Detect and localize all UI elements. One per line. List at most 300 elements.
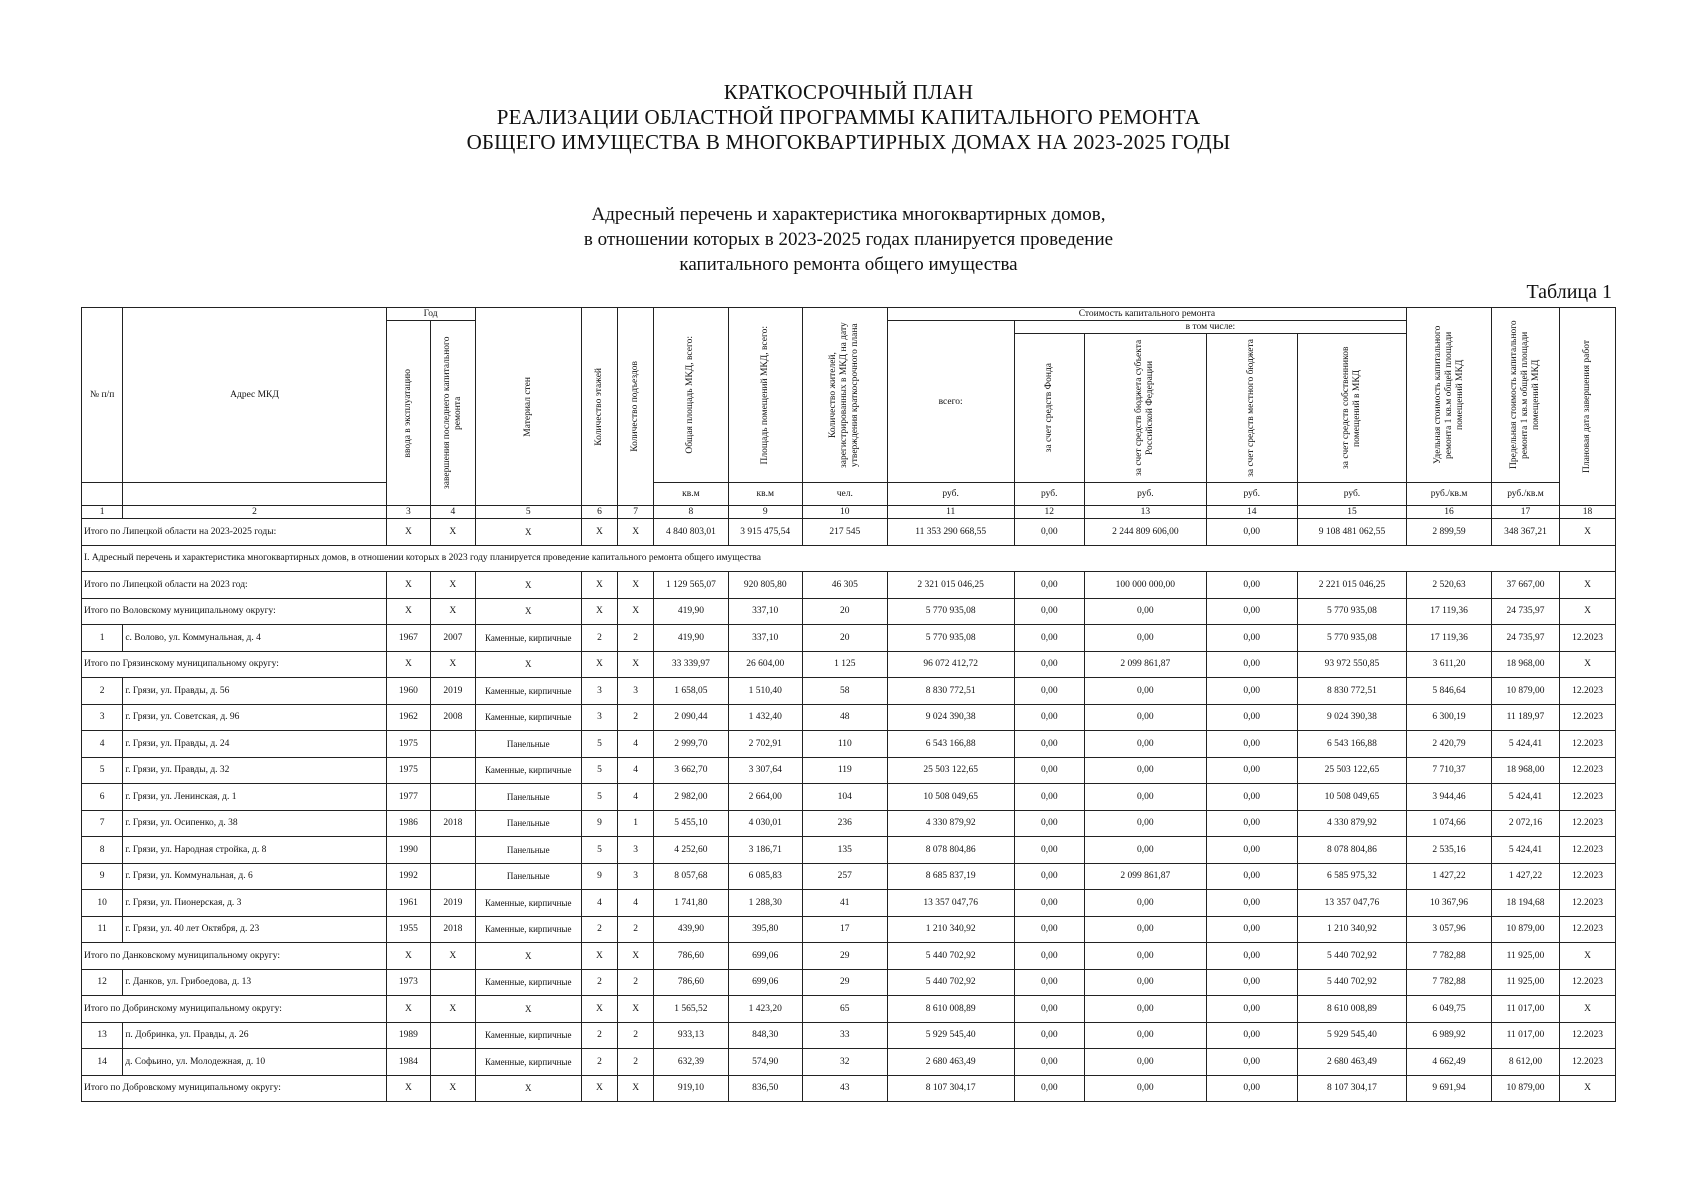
table-cell: 9 xyxy=(581,863,617,890)
table-cell: X xyxy=(431,519,475,546)
table-cell: X xyxy=(386,572,430,599)
table-cell: 18 968,00 xyxy=(1491,651,1559,678)
table-cell: X xyxy=(386,1075,430,1102)
table-cell: 17 119,36 xyxy=(1407,598,1492,625)
table-cell: Панельные xyxy=(475,731,581,758)
unit-cell: чел. xyxy=(802,483,887,506)
address-cell: г. Грязи, ул. Правды, д. 32 xyxy=(123,757,386,784)
table-cell: 1992 xyxy=(386,863,430,890)
col-entrances-header: Количество подъездов xyxy=(618,308,654,506)
address-cell: г. Грязи, ул. Правды, д. 56 xyxy=(123,678,386,705)
table-cell: 0,00 xyxy=(1084,757,1206,784)
table-cell: X xyxy=(581,1075,617,1102)
title-line: КРАТКОСРОЧНЫЙ ПЛАН xyxy=(723,80,974,104)
table-cell: X xyxy=(1560,651,1616,678)
table-cell: X xyxy=(1560,598,1616,625)
table-cell: X xyxy=(431,598,475,625)
table-cell: 786,60 xyxy=(654,969,728,996)
table-cell: 0,00 xyxy=(1014,519,1084,546)
table-cell: 12.2023 xyxy=(1560,757,1616,784)
table-cell: 48 xyxy=(802,704,887,731)
table-cell: X xyxy=(475,598,581,625)
column-number: 11 xyxy=(887,506,1014,519)
table-cell: 1 432,40 xyxy=(728,704,802,731)
table-cell: 4 xyxy=(618,890,654,917)
table-cell: 6 543 166,88 xyxy=(887,731,1014,758)
table-cell: 699,06 xyxy=(728,943,802,970)
table-cell: 24 735,97 xyxy=(1491,598,1559,625)
col-num-header: № п/п xyxy=(82,308,123,483)
table-cell: 0,00 xyxy=(1014,810,1084,837)
table-cell: 8 107 304,17 xyxy=(887,1075,1014,1102)
unit-cell: руб. xyxy=(1297,483,1407,506)
table-cell: 2 999,70 xyxy=(654,731,728,758)
table-cell: 6 300,19 xyxy=(1407,704,1492,731)
table-cell: 0,00 xyxy=(1014,943,1084,970)
total-label: Итого по Грязинскому муниципальному округу: xyxy=(82,651,387,678)
col-cost-local-header: за счет средств местного бюджета xyxy=(1206,334,1297,483)
table-cell: 96 072 412,72 xyxy=(887,651,1014,678)
table-cell: 0,00 xyxy=(1014,731,1084,758)
table-cell: 3 662,70 xyxy=(654,757,728,784)
table-cell: 0,00 xyxy=(1206,969,1297,996)
table-cell: 2 702,91 xyxy=(728,731,802,758)
table-cell: 4 840 803,01 xyxy=(654,519,728,546)
column-number: 14 xyxy=(1206,506,1297,519)
column-number: 15 xyxy=(1297,506,1407,519)
unit-cell: руб. xyxy=(1084,483,1206,506)
table-cell: 0,00 xyxy=(1014,916,1084,943)
table-cell: 5 770 935,08 xyxy=(1297,625,1407,652)
total-label: Итого по Добринскому муниципальному округу: xyxy=(82,996,387,1023)
table-cell: 18 194,68 xyxy=(1491,890,1559,917)
table-cell: 5 770 935,08 xyxy=(1297,598,1407,625)
units-row xyxy=(82,483,1616,506)
col-floors-header: Количество этажей xyxy=(581,308,617,506)
table-cell: 11 017,00 xyxy=(1491,996,1559,1023)
table-cell: 786,60 xyxy=(654,943,728,970)
row-number: 6 xyxy=(82,784,123,811)
table-cell: 0,00 xyxy=(1206,810,1297,837)
table-cell: 0,00 xyxy=(1084,678,1206,705)
col-cost-owners-header: за счет средств собственников помещений в МКД xyxy=(1297,334,1407,483)
table-cell: 11 189,97 xyxy=(1491,704,1559,731)
table-cell xyxy=(431,757,475,784)
table-cell: 10 508 049,65 xyxy=(1297,784,1407,811)
table-number: Таблица 1 xyxy=(1526,281,1612,303)
table-cell: 2 099 861,87 xyxy=(1084,651,1206,678)
table-cell: X xyxy=(431,572,475,599)
table-cell: 0,00 xyxy=(1084,810,1206,837)
table-cell: 337,10 xyxy=(728,598,802,625)
table-cell: 11 017,00 xyxy=(1491,1022,1559,1049)
column-number: 4 xyxy=(431,506,475,519)
table-cell: 2 xyxy=(581,916,617,943)
section-row xyxy=(82,545,1616,572)
table-cell: 11 925,00 xyxy=(1491,943,1559,970)
col-address-header: Адрес МКД xyxy=(123,308,386,483)
table-cell xyxy=(431,837,475,864)
table-cell: 0,00 xyxy=(1206,625,1297,652)
table-cell: 0,00 xyxy=(1084,625,1206,652)
address-cell: г. Данков, ул. Грибоедова, д. 13 xyxy=(123,969,386,996)
total-row xyxy=(82,1075,1616,1102)
table-cell: 17 xyxy=(802,916,887,943)
row-number: 2 xyxy=(82,678,123,705)
table-cell: 0,00 xyxy=(1014,704,1084,731)
table-cell: 1984 xyxy=(386,1049,430,1076)
table-cell: 12.2023 xyxy=(1560,969,1616,996)
table-cell: Каменные, кирпичные xyxy=(475,625,581,652)
table-cell: 6 543 166,88 xyxy=(1297,731,1407,758)
table-cell: 0,00 xyxy=(1014,996,1084,1023)
table-cell: 2 664,00 xyxy=(728,784,802,811)
table-cell: 3 xyxy=(618,837,654,864)
table-cell: 0,00 xyxy=(1084,890,1206,917)
table-cell: 1955 xyxy=(386,916,430,943)
table-cell: 1975 xyxy=(386,757,430,784)
address-cell: г. Грязи, ул. Коммунальная, д. 6 xyxy=(123,863,386,890)
table-cell: 4 330 879,92 xyxy=(887,810,1014,837)
table-row xyxy=(82,863,1616,890)
table-cell: 32 xyxy=(802,1049,887,1076)
table-cell: 5 xyxy=(581,757,617,784)
table-cell: 11 353 290 668,55 xyxy=(887,519,1014,546)
table-cell: 2 xyxy=(618,916,654,943)
table-cell: 13 357 047,76 xyxy=(887,890,1014,917)
repair-plan-table xyxy=(81,307,1616,1102)
table-cell: 10 879,00 xyxy=(1491,678,1559,705)
address-cell: г. Грязи, ул. 40 лет Октября, д. 23 xyxy=(123,916,386,943)
document-title xyxy=(0,80,1697,155)
table-cell: X xyxy=(581,996,617,1023)
table-cell: X xyxy=(618,572,654,599)
table-cell: 12.2023 xyxy=(1560,810,1616,837)
row-number: 8 xyxy=(82,837,123,864)
table-cell: X xyxy=(475,943,581,970)
table-cell: 0,00 xyxy=(1084,598,1206,625)
table-cell: 1973 xyxy=(386,969,430,996)
column-numbers-row xyxy=(82,506,1616,519)
table-cell: 0,00 xyxy=(1014,1022,1084,1049)
total-label: Итого по Данковскому муниципальному округу: xyxy=(82,943,387,970)
table-cell: 7 782,88 xyxy=(1407,969,1492,996)
table-cell: 2 xyxy=(618,969,654,996)
table-cell: 25 503 122,65 xyxy=(887,757,1014,784)
table-cell: 0,00 xyxy=(1084,704,1206,731)
table-cell: 5 xyxy=(581,731,617,758)
table-body xyxy=(82,519,1616,1102)
table-cell: 257 xyxy=(802,863,887,890)
table-cell: X xyxy=(386,598,430,625)
address-cell: п. Добринка, ул. Правды, д. 26 xyxy=(123,1022,386,1049)
total-row xyxy=(82,598,1616,625)
table-row xyxy=(82,969,1616,996)
row-number: 5 xyxy=(82,757,123,784)
table-cell: 2 xyxy=(581,625,617,652)
table-cell xyxy=(431,731,475,758)
table-cell: 1 741,80 xyxy=(654,890,728,917)
table-cell: 104 xyxy=(802,784,887,811)
table-cell: 6 085,83 xyxy=(728,863,802,890)
table-cell: 1 423,20 xyxy=(728,996,802,1023)
table-cell: X xyxy=(618,996,654,1023)
table-cell: 2 420,79 xyxy=(1407,731,1492,758)
table-cell: 836,50 xyxy=(728,1075,802,1102)
table-cell: Каменные, кирпичные xyxy=(475,1049,581,1076)
table-cell: 12.2023 xyxy=(1560,863,1616,890)
column-number: 6 xyxy=(581,506,617,519)
table-cell: 2018 xyxy=(431,916,475,943)
table-cell: X xyxy=(475,572,581,599)
table-cell: 24 735,97 xyxy=(1491,625,1559,652)
table-cell: 2 072,16 xyxy=(1491,810,1559,837)
table-cell: 699,06 xyxy=(728,969,802,996)
table-cell: 2 xyxy=(618,625,654,652)
table-cell: 12.2023 xyxy=(1560,1022,1616,1049)
table-cell: 2 535,16 xyxy=(1407,837,1492,864)
table-cell: 5 929 545,40 xyxy=(1297,1022,1407,1049)
table-cell: 848,30 xyxy=(728,1022,802,1049)
table-cell: X xyxy=(618,651,654,678)
table-cell: 5 424,41 xyxy=(1491,837,1559,864)
table-cell: 1960 xyxy=(386,678,430,705)
table-row xyxy=(82,1022,1616,1049)
table-cell: 8 057,68 xyxy=(654,863,728,890)
table-cell: 4 xyxy=(581,890,617,917)
table-cell: 37 667,00 xyxy=(1491,572,1559,599)
table-cell: 5 xyxy=(581,837,617,864)
table-cell: 20 xyxy=(802,598,887,625)
table-cell: X xyxy=(581,943,617,970)
table-cell: X xyxy=(431,1075,475,1102)
table-cell: X xyxy=(1560,1075,1616,1102)
table-cell: 46 305 xyxy=(802,572,887,599)
table-cell: 0,00 xyxy=(1084,916,1206,943)
row-number: 1 xyxy=(82,625,123,652)
table-row xyxy=(82,784,1616,811)
table-cell xyxy=(431,1049,475,1076)
table-cell: X xyxy=(1560,572,1616,599)
column-number: 10 xyxy=(802,506,887,519)
table-cell: 1977 xyxy=(386,784,430,811)
table-cell: X xyxy=(1560,943,1616,970)
table-cell: 0,00 xyxy=(1206,1022,1297,1049)
table-cell: 100 000 000,00 xyxy=(1084,572,1206,599)
column-number: 3 xyxy=(386,506,430,519)
table-cell: 0,00 xyxy=(1206,731,1297,758)
unit-cell: руб./кв.м xyxy=(1491,483,1559,506)
table-cell: 18 968,00 xyxy=(1491,757,1559,784)
unit-cell: руб. xyxy=(1014,483,1084,506)
table-cell: 0,00 xyxy=(1014,837,1084,864)
table-cell: 5 929 545,40 xyxy=(887,1022,1014,1049)
table-cell: 10 879,00 xyxy=(1491,1075,1559,1102)
table-cell: 3 xyxy=(581,678,617,705)
table-cell: 1990 xyxy=(386,837,430,864)
table-cell: 2 899,59 xyxy=(1407,519,1492,546)
table-cell: 0,00 xyxy=(1014,784,1084,811)
table-cell: 1 129 565,07 xyxy=(654,572,728,599)
total-label: Итого по Липецкой области на 2023 год: xyxy=(82,572,387,599)
table-row xyxy=(82,810,1616,837)
table-cell: 0,00 xyxy=(1014,625,1084,652)
column-number: 1 xyxy=(82,506,123,519)
table-cell: 0,00 xyxy=(1206,1049,1297,1076)
col-premises-area-header: Площадь помещений МКД, всего: xyxy=(728,308,802,483)
unit-cell: кв.м xyxy=(654,483,728,506)
table-cell: 29 xyxy=(802,969,887,996)
table-cell: 5 770 935,08 xyxy=(887,625,1014,652)
table-cell: 2 xyxy=(581,1022,617,1049)
table-cell: 41 xyxy=(802,890,887,917)
table-cell: 0,00 xyxy=(1206,651,1297,678)
table-cell: X xyxy=(431,651,475,678)
table-cell: Панельные xyxy=(475,837,581,864)
table-cell: 43 xyxy=(802,1075,887,1102)
table-cell: 0,00 xyxy=(1206,890,1297,917)
table-cell: 5 xyxy=(581,784,617,811)
table-cell: 0,00 xyxy=(1206,837,1297,864)
table-cell xyxy=(431,1022,475,1049)
table-cell: X xyxy=(475,996,581,1023)
table-cell: 574,90 xyxy=(728,1049,802,1076)
row-number: 10 xyxy=(82,890,123,917)
total-row xyxy=(82,519,1616,546)
table-cell: 2 xyxy=(581,1049,617,1076)
table-cell: 419,90 xyxy=(654,625,728,652)
table-cell: 12.2023 xyxy=(1560,1049,1616,1076)
table-row xyxy=(82,890,1616,917)
table-cell: 10 879,00 xyxy=(1491,916,1559,943)
table-cell: Каменные, кирпичные xyxy=(475,757,581,784)
row-number: 3 xyxy=(82,704,123,731)
col-residents-header: Количество жителей, зарегистрированных в МКД на дату утверждения краткосрочного плана xyxy=(802,308,887,483)
table-cell: 3 944,46 xyxy=(1407,784,1492,811)
table-cell: X xyxy=(386,943,430,970)
table-cell: 12.2023 xyxy=(1560,704,1616,731)
table-cell: 920 805,80 xyxy=(728,572,802,599)
table-row xyxy=(82,731,1616,758)
table-cell: 9 108 481 062,55 xyxy=(1297,519,1407,546)
table-cell: X xyxy=(581,651,617,678)
table-cell: 2008 xyxy=(431,704,475,731)
table-cell: 2018 xyxy=(431,810,475,837)
table-cell: 2 221 015 046,25 xyxy=(1297,572,1407,599)
table-cell: 3 xyxy=(618,678,654,705)
table-cell: 10 367,96 xyxy=(1407,890,1492,917)
units-spacer xyxy=(123,483,386,506)
col-planned-date-header: Плановая дата завершения работ xyxy=(1560,308,1616,506)
table-cell: X xyxy=(1560,519,1616,546)
table-cell: 6 989,92 xyxy=(1407,1022,1492,1049)
total-row xyxy=(82,943,1616,970)
table-row xyxy=(82,625,1616,652)
document-subtitle xyxy=(0,202,1697,277)
table-cell: 8 107 304,17 xyxy=(1297,1075,1407,1102)
table-cell: Панельные xyxy=(475,810,581,837)
table-cell: 9 691,94 xyxy=(1407,1075,1492,1102)
table-cell: X xyxy=(386,996,430,1023)
table-cell: 217 545 xyxy=(802,519,887,546)
table-cell: 0,00 xyxy=(1206,704,1297,731)
column-number: 2 xyxy=(123,506,386,519)
table-cell: 58 xyxy=(802,678,887,705)
table-cell: 5 440 702,92 xyxy=(887,969,1014,996)
table-cell: 10 508 049,65 xyxy=(887,784,1014,811)
table-cell: 0,00 xyxy=(1084,1075,1206,1102)
total-label: Итого по Воловскому муниципальному округу: xyxy=(82,598,387,625)
table-cell: 93 972 550,85 xyxy=(1297,651,1407,678)
address-cell: г. Грязи, ул. Осипенко, д. 38 xyxy=(123,810,386,837)
col-cost-including-header: в том числе: xyxy=(1014,321,1407,334)
column-number: 7 xyxy=(618,506,654,519)
table-cell: X xyxy=(475,1075,581,1102)
table-cell: 1 565,52 xyxy=(654,996,728,1023)
table-cell: 11 925,00 xyxy=(1491,969,1559,996)
table-cell: 1962 xyxy=(386,704,430,731)
table-cell: 110 xyxy=(802,731,887,758)
col-total-area-header: Общая площадь МКД, всего: xyxy=(654,308,728,483)
table-cell: 8 830 772,51 xyxy=(1297,678,1407,705)
col-cost-group-header: Стоимость капитального ремонта xyxy=(887,308,1407,321)
row-number: 4 xyxy=(82,731,123,758)
table-cell: 3 xyxy=(581,704,617,731)
table-cell: 1989 xyxy=(386,1022,430,1049)
total-row xyxy=(82,996,1616,1023)
table-row xyxy=(82,1049,1616,1076)
table-cell: 3 xyxy=(618,863,654,890)
total-label: Итого по Добровскому муниципальному округу: xyxy=(82,1075,387,1102)
column-number: 18 xyxy=(1560,506,1616,519)
table-cell: 4 xyxy=(618,731,654,758)
table-cell: 0,00 xyxy=(1014,890,1084,917)
table-cell: 0,00 xyxy=(1084,1049,1206,1076)
table-cell: 5 424,41 xyxy=(1491,784,1559,811)
row-number: 14 xyxy=(82,1049,123,1076)
col-max-cost-header: Предельная стоимость капитального ремонта 1 кв.м общей площади помещений МКД xyxy=(1491,308,1559,483)
table-row xyxy=(82,704,1616,731)
table-cell: 12.2023 xyxy=(1560,837,1616,864)
table-cell xyxy=(431,969,475,996)
table-cell: 5 455,10 xyxy=(654,810,728,837)
address-cell: г. Грязи, ул. Правды, д. 24 xyxy=(123,731,386,758)
table-cell: 1 210 340,92 xyxy=(1297,916,1407,943)
subtitle-line: в отношении которых в 2023-2025 годах планируется проведение xyxy=(583,229,1114,250)
table-cell: 0,00 xyxy=(1014,757,1084,784)
table-cell: 4 030,01 xyxy=(728,810,802,837)
table-row xyxy=(82,757,1616,784)
table-cell: 4 xyxy=(618,784,654,811)
table-cell: 5 846,64 xyxy=(1407,678,1492,705)
table-cell: X xyxy=(581,519,617,546)
table-cell: 3 915 475,54 xyxy=(728,519,802,546)
table-cell: 0,00 xyxy=(1014,1075,1084,1102)
table-cell: 26 604,00 xyxy=(728,651,802,678)
table-cell: 5 440 702,92 xyxy=(1297,969,1407,996)
table-cell: 1967 xyxy=(386,625,430,652)
table-cell: 0,00 xyxy=(1206,996,1297,1023)
table-cell: 0,00 xyxy=(1206,943,1297,970)
table-cell: 7 710,37 xyxy=(1407,757,1492,784)
table-cell: X xyxy=(431,943,475,970)
table-cell: 12.2023 xyxy=(1560,916,1616,943)
table-cell: 0,00 xyxy=(1084,784,1206,811)
table-cell: Каменные, кирпичные xyxy=(475,704,581,731)
table-cell: 2 244 809 606,00 xyxy=(1084,519,1206,546)
table-cell: 0,00 xyxy=(1014,969,1084,996)
col-unit-cost-header: Удельная стоимость капитального ремонта 1 кв.м общей площади помещений МКД xyxy=(1407,308,1492,483)
